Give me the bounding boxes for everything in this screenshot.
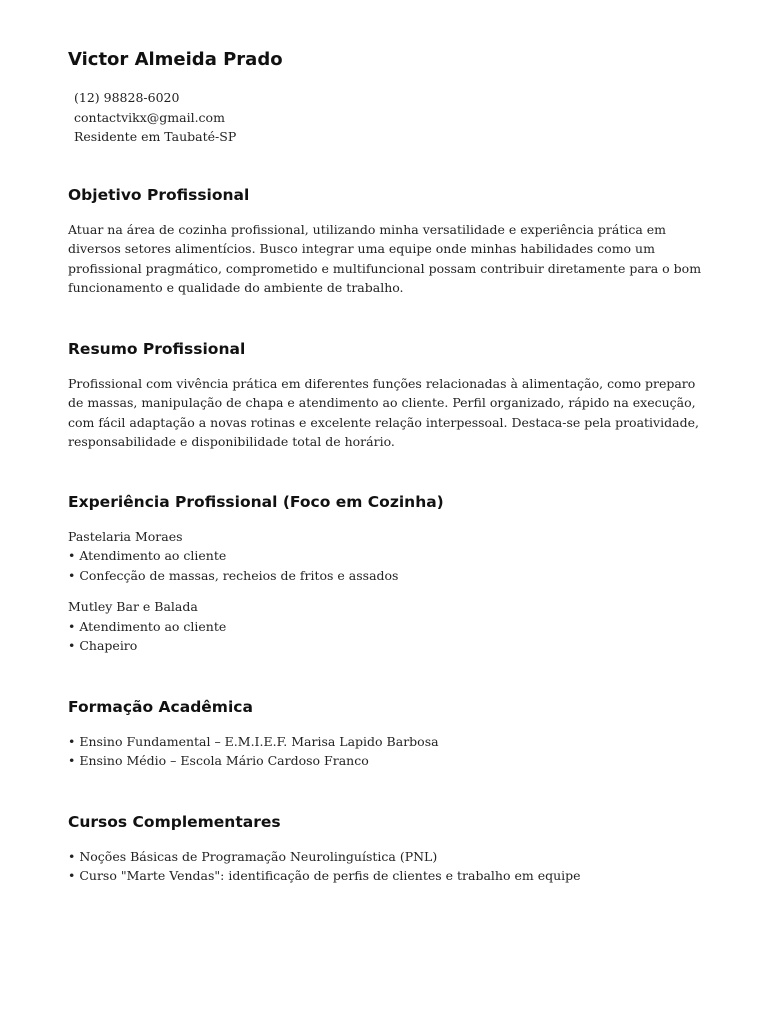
experiencia-heading: Experiência Profissional (Foco em Cozinha) (68, 493, 444, 511)
job-entry (68, 527, 704, 585)
job-task: • Confecção de massas, recheios de fritos e assados (68, 567, 399, 583)
formacao-list (68, 732, 704, 771)
location: Residente em Taubaté-SP (74, 129, 237, 144)
objetivo-section (68, 184, 704, 298)
resumo-section (68, 338, 704, 452)
cursos-section (68, 811, 704, 886)
resumo-heading: Resumo Profissional (68, 340, 246, 358)
job-company: Pastelaria Moraes (68, 529, 183, 544)
curso-item: • Noções Básicas de Programação Neurolinguística (PNL) (68, 849, 438, 864)
resume-page (68, 46, 704, 884)
formacao-item: • Ensino Fundamental – E.M.I.E.F. Marisa Lapido Barbosa (68, 734, 439, 749)
curso-item: • Curso "Marte Vendas": identificação de perfis de clientes e trabalho em equipe (68, 868, 581, 884)
job-task: • Atendimento ao cliente (68, 548, 227, 564)
objetivo-text: Atuar na área de cozinha profissional, utilizando minha versatilidade e experiência prática em diversos setores alimentícios. Busco integrar uma equipe onde minhas habilidades como um profissional pragmático, comprometido e multifuncional possam contribuir diretamente para o bom funcionamento e qualidade do ambiente de trabalho. (68, 222, 702, 296)
job-task: • Chapeiro (68, 638, 138, 654)
job-task: • Atendimento ao cliente (68, 618, 227, 634)
objetivo-heading: Objetivo Profissional (68, 186, 250, 204)
cursos-heading: Cursos Complementares (68, 813, 281, 831)
contact-block (74, 88, 704, 147)
job-company: Mutley Bar e Balada (68, 599, 198, 615)
experiencia-section (68, 491, 704, 655)
formacao-item: • Ensino Médio – Escola Mário Cardoso Franco (68, 753, 369, 769)
formacao-heading: Formação Acadêmica (68, 698, 253, 716)
phone-number: (12) 98828-6020 (74, 90, 180, 105)
email-address: contactvikx@gmail.com (74, 109, 225, 125)
resumo-text: Profissional com vivência prática em diferentes funções relacionadas à alimentação, como preparo de massas, manipulação de chapa e atendimento ao cliente. Perfil organizado, rápido na execução, com fácil adaptação a novas rotinas e excelente relação interpessoal. Destaca-se pela proatividade, responsabilidade e disponibilidade total de horário. (68, 376, 699, 450)
job-entry (68, 597, 704, 655)
formacao-section (68, 696, 704, 771)
candidate-name: Victor Almeida Prado (68, 49, 283, 70)
cursos-list (68, 847, 704, 886)
